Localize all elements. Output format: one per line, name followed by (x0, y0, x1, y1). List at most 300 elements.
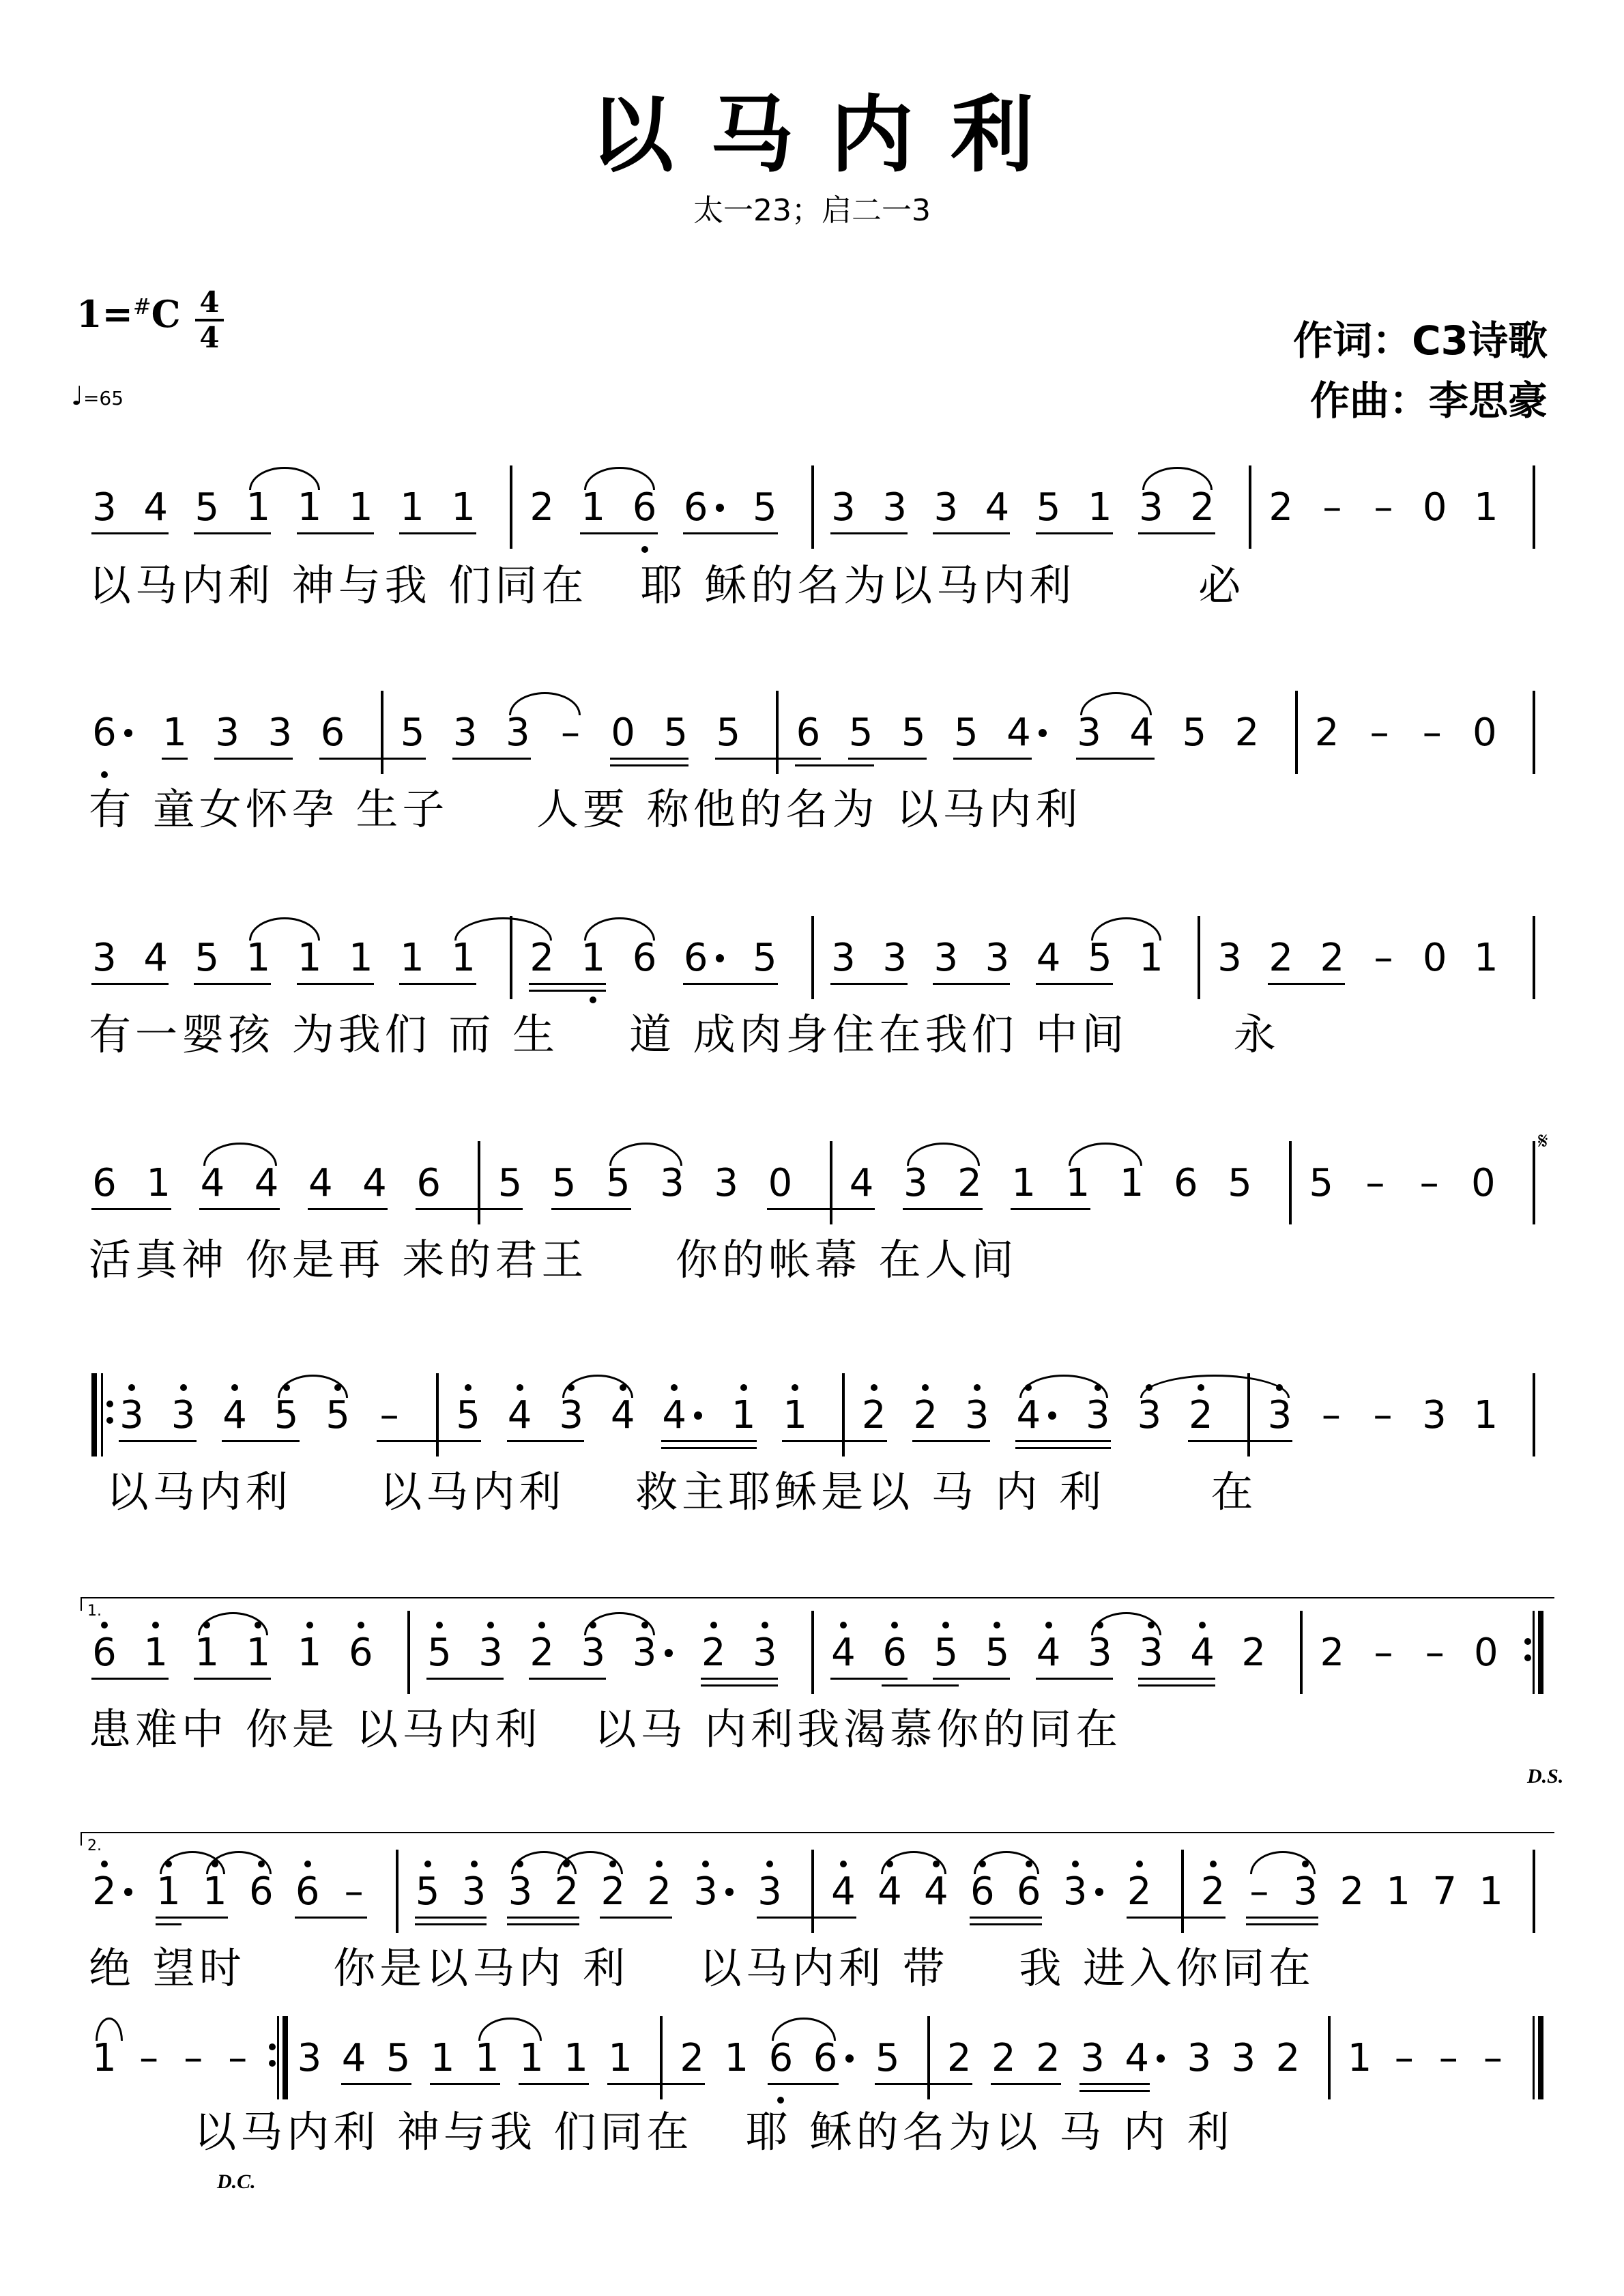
note: 1 (1347, 2036, 1372, 2080)
eighth-underline (933, 532, 1010, 534)
note: 6 (92, 711, 117, 755)
sixteenth-underline (882, 1684, 959, 1687)
note: 5 (194, 936, 220, 980)
eighth-underline (507, 1440, 585, 1442)
high-octave-dot (740, 1384, 747, 1391)
note: 1 (400, 936, 424, 980)
augmentation-dot (716, 954, 724, 962)
note: 1 (581, 936, 606, 980)
barline (436, 1373, 439, 1456)
augmentation-dot (665, 1649, 673, 1657)
note: 1 (1474, 936, 1498, 980)
note: 0 (611, 711, 635, 755)
note: 4 (849, 1161, 874, 1205)
eighth-underline (119, 1440, 197, 1442)
high-octave-dot (517, 1384, 523, 1391)
high-octave-dot (306, 1622, 313, 1628)
lyrics-line-1: 以马内利 神与我 们同在 耶 稣的名为以马内利 必 (89, 560, 1245, 610)
note: 4 (1006, 711, 1031, 755)
low-octave-dot (641, 546, 648, 553)
note: 2 (1320, 936, 1345, 980)
eighth-underline (519, 2083, 589, 2085)
note: 2 (92, 1869, 117, 1914)
eighth-underline (848, 758, 927, 760)
note: 4 (341, 2036, 366, 2080)
slur (584, 1612, 654, 1635)
note: 1 (783, 1393, 808, 1437)
note: 1 (430, 2036, 455, 2080)
eighth-underline (529, 983, 606, 985)
note: 3 (753, 1631, 777, 1675)
eighth-underline (701, 1678, 778, 1680)
eighth-underline (426, 1678, 504, 1680)
note: 3 (831, 485, 856, 530)
eighth-underline (767, 1208, 874, 1210)
eighth-underline (1188, 1440, 1293, 1442)
lyrics-line-6: 患难中 你是 以马内利 以马 内利我渴慕你的同在 (89, 1704, 1122, 1754)
eighth-underline (1036, 983, 1113, 985)
lyrics-line-5: 以马内利 以马内利 救主耶稣是以 马 内 利 在 (89, 1467, 1258, 1517)
notation-line-3 (89, 928, 1549, 1003)
note: 0 (768, 1161, 793, 1205)
high-octave-dot (840, 1861, 847, 1867)
lyricist-credit: 作词：C3诗歌 (1293, 317, 1548, 364)
scripture-reference: 太一23；启二一3 (693, 193, 931, 228)
note: 3 (452, 711, 478, 755)
eighth-underline (91, 1678, 169, 1680)
note: 1 (156, 1869, 181, 1914)
sustain-dash: – (1425, 1631, 1445, 1675)
repeat-start-barline (91, 1373, 115, 1456)
sixteenth-underline (795, 764, 873, 766)
sustain-dash: – (1365, 1161, 1385, 1205)
note: 3 (660, 1161, 684, 1205)
note: 4 (831, 1869, 856, 1914)
segno-sign: 𝄋 (1538, 1128, 1548, 1155)
note: 1 (1386, 1869, 1411, 1914)
note: 3 (714, 1161, 738, 1205)
slur (557, 1851, 623, 1874)
barline (1300, 1611, 1303, 1694)
high-octave-dot (101, 1861, 108, 1867)
notation-line-1 (89, 478, 1549, 553)
dal-segno-mark: D.S. (1527, 1765, 1564, 1788)
note: 2 (600, 1869, 626, 1914)
note: 1 (203, 1869, 227, 1914)
sustain-dash: – (1369, 711, 1389, 755)
slur (584, 467, 654, 490)
barline (1181, 1850, 1184, 1933)
sustain-dash: – (184, 2036, 203, 2080)
notation-line-2 (89, 703, 1549, 778)
augmentation-dot (124, 729, 132, 737)
high-octave-dot (792, 1384, 798, 1391)
final-barline (1524, 2016, 1548, 2099)
eighth-underline (830, 1678, 908, 1680)
eighth-underline (1036, 1678, 1113, 1680)
eighth-underline (214, 758, 293, 760)
song-title: 以马内利 (590, 87, 1071, 184)
eighth-underline (1015, 1440, 1111, 1442)
note: 1 (162, 711, 187, 755)
low-octave-dot (101, 771, 108, 778)
note: 5 (551, 1161, 577, 1205)
high-octave-dot (180, 1384, 187, 1391)
barline (1289, 1141, 1292, 1224)
eighth-underline (1127, 1917, 1226, 1919)
note: 4 (662, 1393, 686, 1437)
slur (907, 1143, 980, 1166)
eighth-underline (194, 532, 271, 534)
sixteenth-underline (1015, 1447, 1111, 1449)
slur (881, 1851, 946, 1874)
note: 2 (946, 2036, 972, 2080)
notation-line-8 (89, 2028, 1549, 2104)
high-octave-dot (871, 1384, 878, 1391)
sixteenth-underline (1246, 1923, 1318, 1925)
note: 1 (246, 485, 271, 530)
note: 5 (875, 2036, 900, 2080)
note: 1 (146, 1161, 171, 1205)
barline (1533, 691, 1535, 774)
note: 6 (320, 711, 345, 755)
note: 4 (1129, 711, 1154, 755)
slur (562, 1375, 633, 1398)
eighth-underline (953, 758, 1032, 760)
eighth-underline (399, 983, 476, 985)
note: 2 (680, 2036, 705, 2080)
note: 2 (913, 1393, 938, 1437)
note: 3 (1293, 1869, 1318, 1914)
note: 4 (308, 1161, 333, 1205)
note: 5 (663, 711, 688, 755)
high-octave-dot (710, 1622, 717, 1628)
note: 4 (831, 1631, 856, 1675)
sixteenth-underline (610, 764, 688, 766)
barline (1533, 916, 1535, 999)
composer-credit: 作曲：李思豪 (1309, 377, 1548, 424)
high-octave-dot (656, 1861, 663, 1867)
eighth-underline (222, 1440, 300, 1442)
note: 3 (985, 936, 1010, 980)
note: 4 (507, 1393, 532, 1437)
eighth-underline (91, 1208, 171, 1210)
sustain-dash: – (1483, 2036, 1503, 2080)
note: 2 (1268, 485, 1294, 530)
slur (249, 467, 319, 490)
sustain-dash: – (1419, 1161, 1439, 1205)
note: 1 (246, 936, 271, 980)
lyrics-line-4: 活真神 你是再 来的君王 你的帐幕 在人间 (89, 1235, 1018, 1285)
eighth-underline (551, 1208, 631, 1210)
note: 5 (753, 936, 777, 980)
sixteenth-underline (529, 990, 606, 992)
note: 3 (903, 1161, 928, 1205)
note: 2 (647, 1869, 672, 1914)
eighth-underline (308, 1208, 388, 1210)
note: 2 (530, 1631, 555, 1675)
note: 1 (1065, 1161, 1090, 1205)
high-octave-dot (974, 1384, 981, 1391)
note: 4 (610, 1393, 635, 1437)
eighth-underline (91, 983, 169, 985)
eighth-underline (91, 532, 169, 534)
note: 6 (683, 485, 708, 530)
sustain-dash: – (344, 1869, 364, 1914)
note: 1 (297, 485, 322, 530)
slur (1080, 692, 1152, 715)
note: 3 (1062, 1869, 1088, 1914)
eighth-underline (1268, 983, 1345, 985)
eighth-underline (768, 2083, 838, 2085)
barline (1328, 2016, 1331, 2099)
eighth-underline (297, 532, 374, 534)
note: 1 (1119, 1161, 1144, 1205)
high-octave-dot (922, 1384, 929, 1391)
low-octave-dot (777, 2097, 784, 2104)
slur (278, 1375, 349, 1398)
high-octave-dot (358, 1622, 364, 1628)
note: 5 (985, 1631, 1010, 1675)
augmentation-dot (725, 1888, 734, 1896)
note: 2 (701, 1631, 726, 1675)
low-octave-dot (590, 996, 596, 1003)
high-octave-dot (671, 1384, 678, 1391)
barline (811, 916, 814, 999)
note: 0 (1474, 1631, 1498, 1675)
high-octave-dot (304, 1861, 311, 1867)
eighth-underline (341, 2083, 411, 2085)
note: 3 (882, 936, 907, 980)
note: 2 (1241, 1631, 1266, 1675)
note: 1 (1473, 1393, 1498, 1437)
augmentation-dot (845, 2054, 854, 2063)
slur (1250, 1851, 1316, 1874)
note: 3 (297, 2036, 322, 2080)
eighth-underline (507, 1917, 579, 1919)
note: 4 (878, 1869, 902, 1914)
note: 3 (92, 485, 117, 530)
sustain-dash: – (1373, 1393, 1393, 1437)
high-octave-dot (231, 1384, 238, 1391)
note: 1 (1011, 1161, 1036, 1205)
note: 2 (1190, 485, 1215, 530)
note: 6 (796, 711, 821, 755)
eighth-underline (830, 983, 908, 985)
note: 0 (1422, 485, 1447, 530)
slur (1091, 917, 1161, 941)
high-octave-dot (101, 1622, 108, 1628)
barline (1249, 465, 1251, 549)
note: 1 (724, 2036, 749, 2080)
note: 1 (92, 2036, 117, 2080)
augmentation-dot (1048, 1411, 1056, 1420)
slur (1069, 1143, 1142, 1166)
eighth-underline (1079, 2083, 1150, 2085)
note: 2 (1036, 2036, 1060, 2080)
eighth-underline (580, 532, 657, 534)
barline (660, 2016, 663, 2099)
note: 2 (1200, 1869, 1226, 1914)
slur (1091, 1612, 1161, 1635)
note: 1 (519, 2036, 544, 2080)
note: 3 (1139, 1631, 1163, 1675)
slur (249, 917, 319, 941)
note: 1 (1139, 936, 1163, 980)
note: 7 (1432, 1869, 1457, 1914)
note: 5 (415, 1869, 440, 1914)
note: 1 (348, 936, 373, 980)
high-octave-dot (128, 1384, 135, 1391)
note: 6 (768, 2036, 794, 2080)
sixteenth-underline (1138, 1684, 1215, 1687)
key-signature: 1=#C (76, 292, 181, 336)
barline (1295, 691, 1298, 774)
lyrics-line-3: 有一婴孩 为我们 而 生 道 成肉身住在我们 中间 永 (89, 1009, 1280, 1059)
slur (584, 917, 654, 941)
note: 3 (508, 1869, 533, 1914)
note: 3 (1187, 2036, 1212, 2080)
note: 3 (171, 1393, 196, 1437)
high-octave-dot (1199, 1622, 1206, 1628)
note: 5 (1182, 711, 1207, 755)
note: 6 (632, 485, 657, 530)
sixteenth-underline (701, 1684, 778, 1687)
barline (1533, 1850, 1535, 1933)
note: 4 (924, 1869, 948, 1914)
note: 4 (254, 1161, 279, 1205)
note: 3 (964, 1393, 989, 1437)
note: 3 (933, 936, 959, 980)
barline (776, 691, 779, 774)
eighth-underline (399, 532, 476, 534)
note: 4 (1036, 1631, 1061, 1675)
high-octave-dot (1210, 1861, 1217, 1867)
augmentation-dot (1039, 729, 1047, 737)
note: 1 (451, 936, 476, 980)
note: 1 (608, 2036, 633, 2080)
note: 3 (92, 936, 117, 980)
note: 3 (933, 485, 959, 530)
da-capo-mark: D.C. (217, 2170, 256, 2193)
sixteenth-underline (415, 1923, 487, 1925)
eighth-underline (607, 2083, 705, 2085)
sustain-dash: – (1321, 1393, 1341, 1437)
lyrics-line-7: 绝 望时 你是以马内 利 以马内利 带 我 进入你同在 (89, 1943, 1316, 1993)
eighth-underline (319, 758, 425, 760)
note: 3 (119, 1393, 144, 1437)
note: 3 (693, 1869, 718, 1914)
note: 1 (731, 1393, 756, 1437)
eighth-underline (1138, 532, 1215, 534)
note: 5 (605, 1161, 630, 1205)
eighth-underline (416, 1208, 523, 1210)
note: 2 (1189, 1393, 1213, 1437)
slur (198, 1612, 268, 1635)
high-octave-dot (891, 1622, 898, 1628)
sustain-dash: – (1322, 485, 1342, 530)
lyrics-line-8: 以马内利 神与我 们同在 耶 稣的名为以 马 内 利 (89, 2107, 1234, 2157)
eighth-underline (194, 983, 271, 985)
slur (609, 1143, 682, 1166)
eighth-underline (933, 983, 1010, 985)
note: 4 (143, 485, 168, 530)
note: 5 (325, 1393, 350, 1437)
note: 4 (1190, 1631, 1215, 1675)
note: 6 (632, 936, 657, 980)
eighth-underline (782, 1440, 887, 1442)
note: 3 (1087, 1631, 1112, 1675)
high-octave-dot (840, 1622, 847, 1628)
slur (203, 1143, 276, 1166)
high-octave-dot (487, 1622, 494, 1628)
note: 1 (143, 1631, 168, 1675)
high-octave-dot (1072, 1861, 1079, 1867)
sixteenth-underline (507, 1923, 579, 1925)
note: 3 (478, 1631, 503, 1675)
note: 6 (348, 1631, 373, 1675)
eighth-underline (683, 983, 778, 985)
first-ending-bracket: 1. (81, 1597, 1554, 1611)
augmentation-dot (716, 504, 724, 512)
slur (96, 2018, 123, 2041)
note: 5 (194, 485, 220, 530)
note: 2 (1275, 2036, 1301, 2080)
eighth-underline (297, 983, 374, 985)
barline (510, 465, 512, 549)
note: 4 (362, 1161, 387, 1205)
high-octave-dot (762, 1622, 768, 1628)
note: 4 (143, 936, 168, 980)
note: 4 (1016, 1393, 1041, 1437)
sixteenth-underline (1079, 2090, 1150, 2092)
note: 5 (1087, 936, 1112, 980)
notation-line-5 (89, 1386, 1549, 1461)
note: 5 (400, 711, 425, 755)
note: 2 (530, 485, 555, 530)
notation-line-7 (89, 1862, 1549, 1937)
high-octave-dot (465, 1384, 472, 1391)
note: 2 (1320, 1631, 1345, 1675)
high-octave-dot (436, 1622, 443, 1628)
note: 3 (1080, 2036, 1105, 2080)
high-octave-dot (1045, 1622, 1052, 1628)
note: 6 (92, 1161, 117, 1205)
note: 3 (1231, 2036, 1256, 2080)
eighth-underline (1138, 1678, 1215, 1680)
note: 2 (1339, 1869, 1365, 1914)
high-octave-dot (538, 1622, 545, 1628)
barline (811, 1850, 814, 1933)
note: 5 (1228, 1161, 1252, 1205)
barline (830, 1141, 832, 1224)
slur (1140, 1375, 1290, 1398)
note: 6 (92, 1631, 117, 1675)
note: 5 (497, 1161, 523, 1205)
barline (478, 1141, 480, 1224)
note: 5 (753, 485, 777, 530)
sustain-dash: – (1374, 1631, 1393, 1675)
note: 4 (1125, 2036, 1149, 2080)
repeat-end-barline (269, 2016, 292, 2099)
note: 4 (985, 485, 1010, 530)
note: 1 (1087, 485, 1112, 530)
note: 3 (461, 1869, 487, 1914)
sustain-dash: – (379, 1393, 399, 1437)
sustain-dash: – (1394, 2036, 1414, 2080)
high-octave-dot (994, 1622, 1000, 1628)
eighth-underline (970, 1917, 1042, 1919)
